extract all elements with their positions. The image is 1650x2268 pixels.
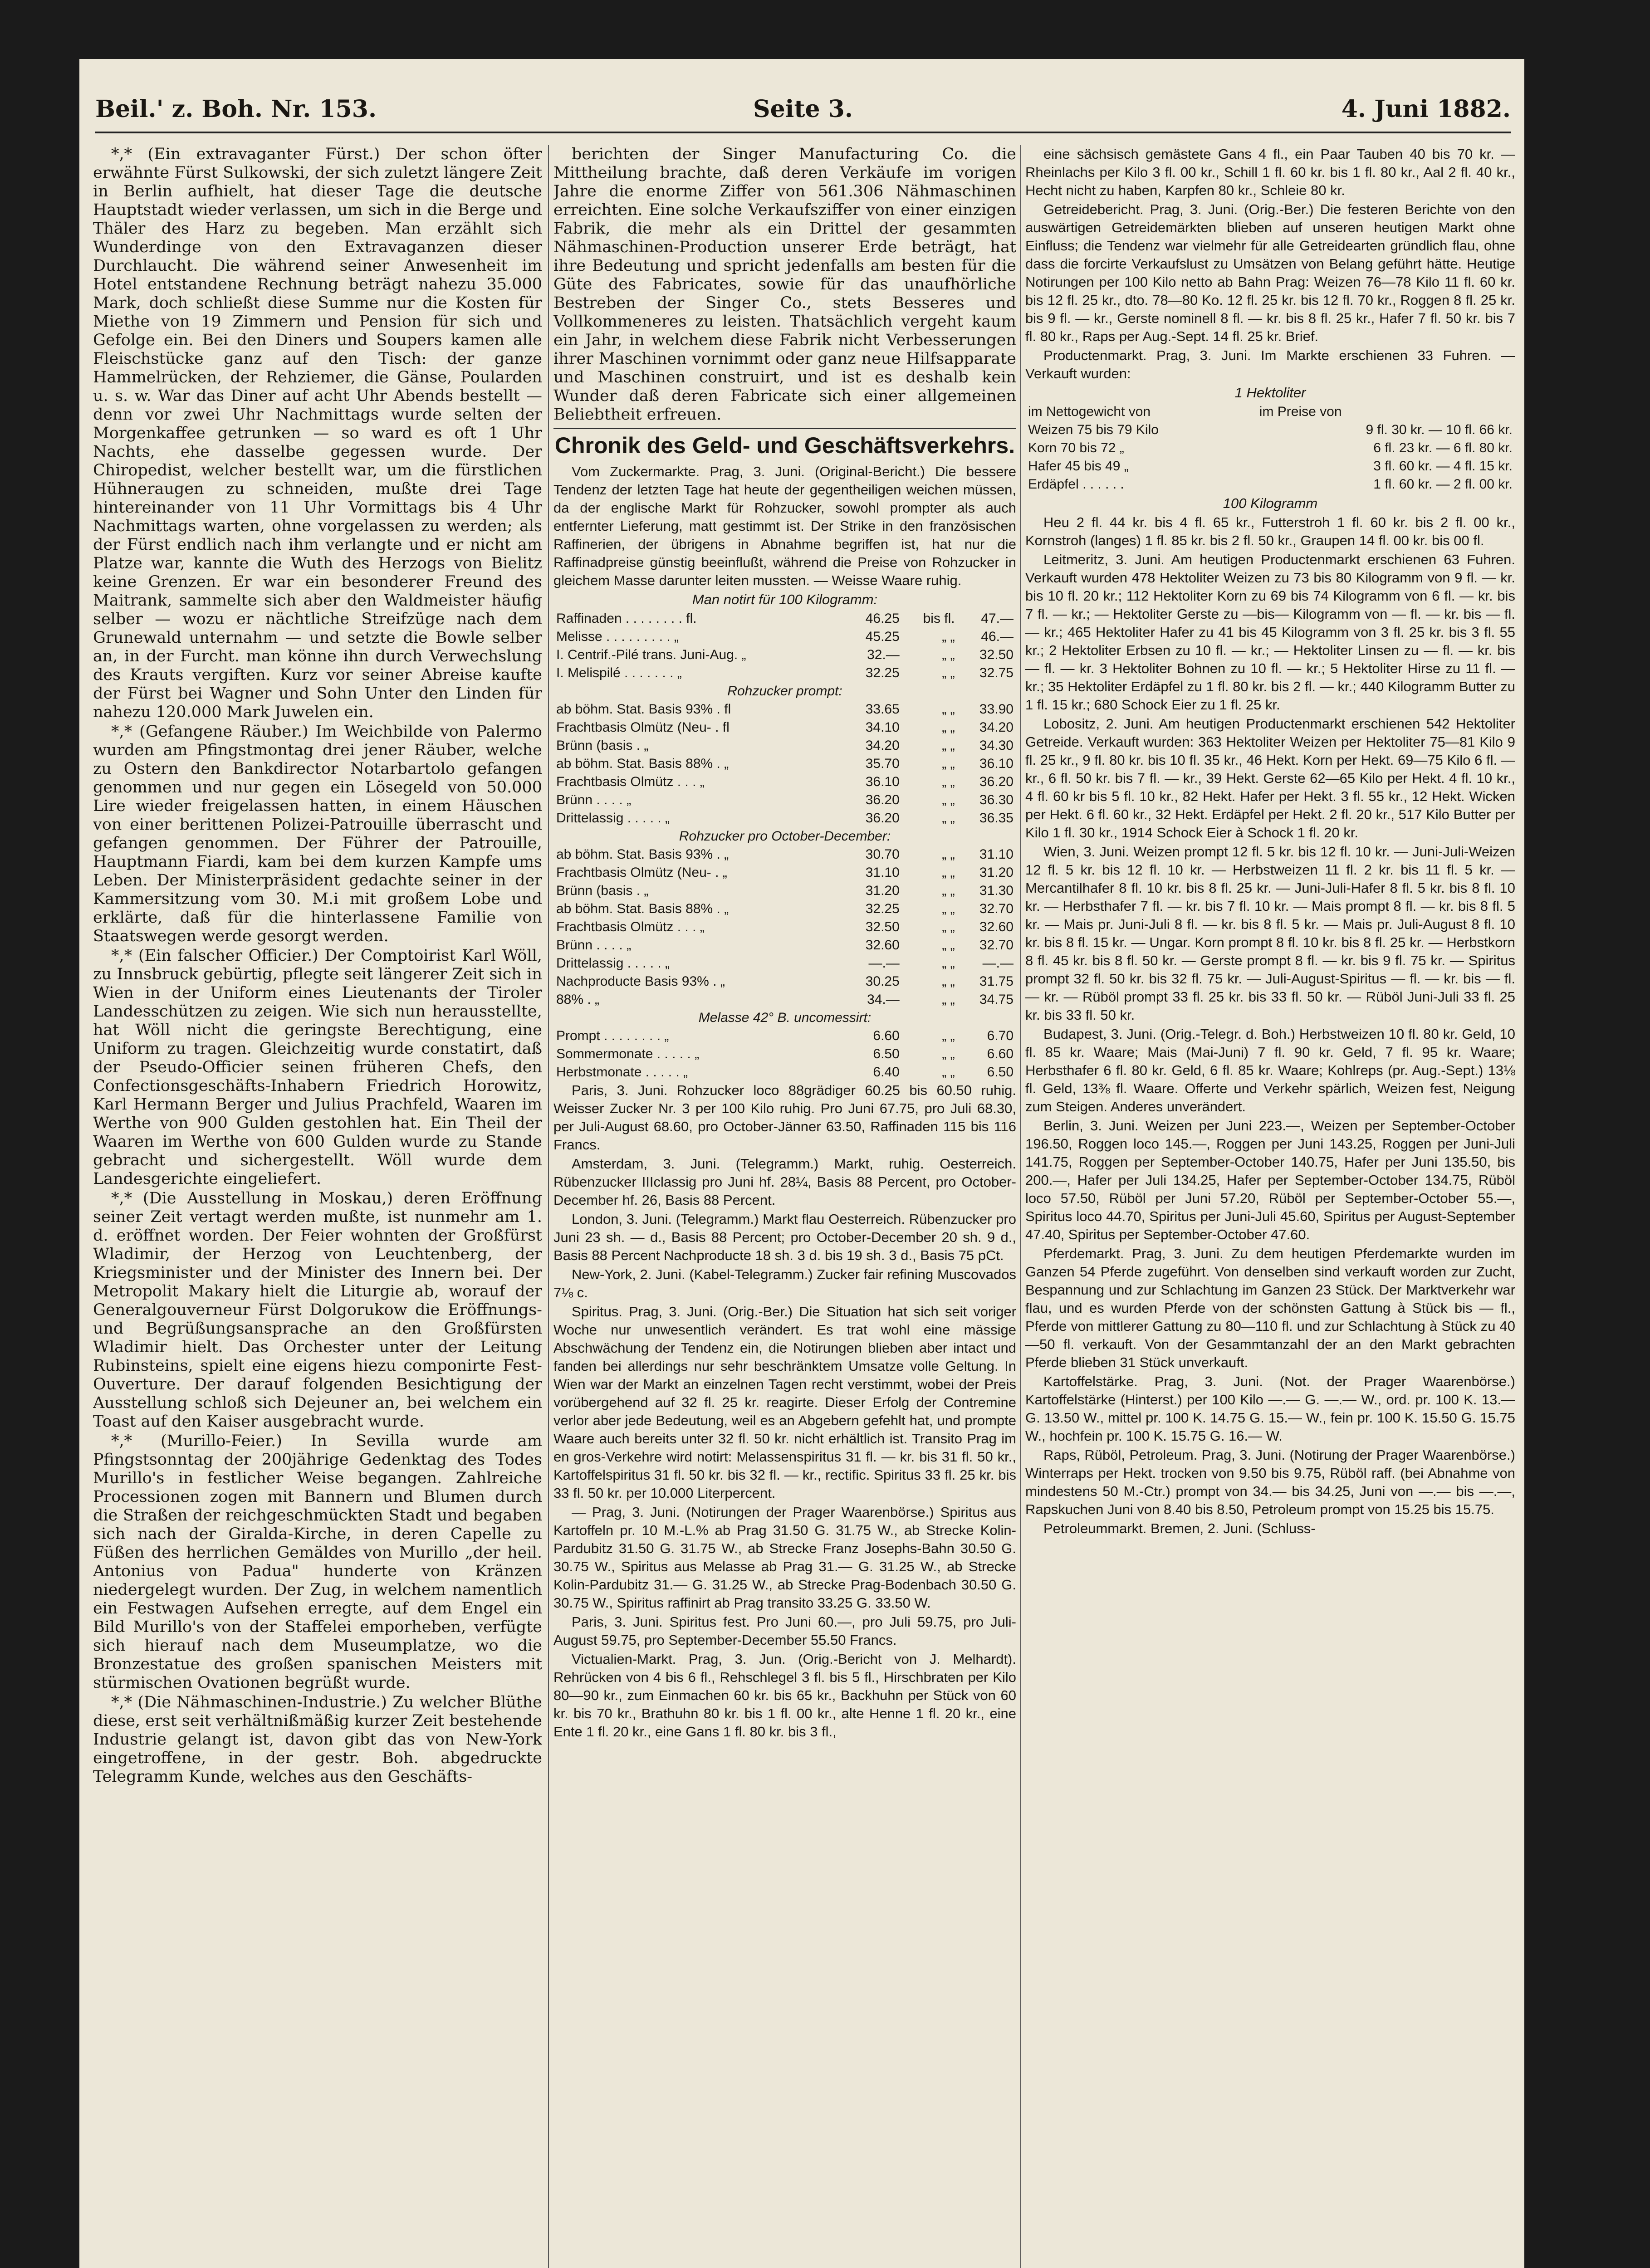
table-subheading: 100 Kilogramm	[1223, 495, 1318, 511]
table-row	[553, 1045, 1016, 1063]
table-cell: „ „	[942, 992, 955, 1007]
report-horse-market: Pferdemarkt. Prag, 3. Juni. Zu dem heutigen Pferdemarkte wurden im Ganzen 54 Pferde zugeführt. Von denselben sind verkauft worden zur Zucht, Bespannung und zur Schlachtung im Ganzen 23 Stück. Der Marktverkehr war flau, und es wurden Pferde von der schönsten Gattung à Stück bis — fl., Pferde von mittlerer Gattung zu 80—110 fl. und zur Schlachtung à Stück zu 40—50 fl. verkauft. Von der Gesammtanzahl der an den Markt gebrachten Pferde blieben 31 Stück unverkauft.	[1025, 1246, 1515, 1370]
report-rapeseed-petroleum: Raps, Rüböl, Petroleum. Prag, 3. Juni. (Notirung der Prager Waarenbörse.) Winterraps per Hekt. trocken von 9.50 bis 9.75, Rüböl raff. (bei Abnahme von mindestens 50 M.-Ctr.) prompt von 34.— bis 34.25, Juni von —.— bis —.—, Rapskuchen Juni von 8.40 bis 8.50, Petroleum prompt von 15.25 bis 15.75.	[1025, 1447, 1515, 1517]
table-cell: 6.60	[987, 1046, 1014, 1061]
table-cell: 30.70	[865, 847, 900, 862]
table-cell: Nachproducte Basis 93% . „	[556, 974, 725, 989]
table-cell: 34.20	[865, 738, 900, 753]
table-cell: —.—	[982, 956, 1014, 971]
report-produce-market: Productenmarkt. Prag, 3. Juni. Im Markte erschienen 33 Fuhren. — Verkauft wurden:	[1025, 347, 1515, 381]
table-row	[553, 773, 1016, 791]
table-cell: „ „	[942, 956, 955, 971]
article-captured-robbers: *,* (Gefangene Räuber.) Im Weichbilde von Palermo wurden am Pfingstmontag drei jener Räuber, welche zu Ostern den Bankdirector Notarbartolo gefangen genommen und nur gegen ein Lösegeld von 50.000 Lire wieder freigelassen hatten, in einem Häuschen von einer berittenen Polizei-Patrouille überrascht und gefangen genommen. Der Führer der Patrouille, Hauptmann Fiardi, kam bei dem kurzen Kampfe ums Leben. Der Ministerpräsident gedachte seiner in der Kammersitzung vom 30. M.i mit großem Lobe und erklärte, daß für die hinterlassene Familie von Staatswegen werde gesorgt werden.	[93, 723, 542, 945]
table-cell: „ „	[942, 974, 955, 989]
table-row	[553, 1063, 1016, 1081]
table-cell: 32.70	[979, 938, 1014, 953]
table-cell: Brünn . . . . „	[556, 792, 632, 807]
report-lobositz: Lobositz, 2. Juni. Am heutigen Productenmarkt erschienen 542 Hektoliter Getreide. Verkauft wurden: 363 Hektoliter Weizen per Hektoliter 75—81 Kilo 9 fl. 25 kr., 9 fl. 80 kr. bis 10 fl. 35 kr., 46 Hekt. Korn per Hekt. 69—75 Kilo 6 fl. — kr., 6 fl. 50 kr. bis 7 fl. — kr., 39 Hekt. Gerste 62—65 Kilo per Hekt. 4 fl. 10 kr., 4 fl. 60 kr bis 5 fl. 10 kr., 82 Hekt. Hafer per Hekt. 3 fl. 55 kr., 12 Hekt. Wicken per Hekt. 6 fl. 60 kr., 32 Hekt. Erdäpfel per Hekt. 2 fl. 20 kr., 517 Kilo Butter per Kilo 1 fl. 30 kr., 1914 Schock Eier à Schock 1 fl. 20 kr.	[1025, 716, 1515, 841]
table-row	[1025, 457, 1515, 475]
table-cell: 6.70	[987, 1028, 1014, 1043]
table-cell: 33.90	[979, 702, 1014, 717]
table-cell: 6.50	[987, 1065, 1014, 1080]
table-cell: 32.25	[865, 901, 900, 916]
page-number: Seite 3.	[753, 95, 853, 123]
table-cell: 31.75	[979, 974, 1014, 989]
table-cell: 1 fl. 60 kr. — 2 fl. 00 kr.	[1373, 477, 1513, 492]
table-row	[553, 610, 1016, 628]
table-cell: „ „	[942, 1065, 955, 1080]
report-budapest: Budapest, 3. Juni. (Orig.-Telegr. d. Boh.) Herbstweizen 10 fl. 80 kr. Geld, 10 fl. 85 kr. Waare; Mais (Mai-Juni) 7 fl. 90 kr. Geld, 7 fl. 95 kr. Waare; Herbsthafer 6 fl. 80 kr. Geld, 6 fl. 85 kr. Waare; Kohlreps (pr. Aug.-Sept.) 13⅛ fl. Geld, 13⅜ fl. Waare. Offerte und Verkehr spärlich, Weizen fest, Neigung zum Steigen. Anderes unverändert.	[1025, 1026, 1515, 1114]
table-cell: 88% . „	[556, 992, 600, 1007]
table-cell: 31.10	[979, 847, 1014, 862]
report-berlin: Berlin, 3. Juni. Weizen per Juni 223.—, Weizen per September-October 196.50, Roggen loco 145.—, Roggen per Juni 143.25, Roggen per Juni-Juli 141.75, Roggen per September-October 140.75, Hafer per Juni 135.50, bis 200.—, Hafer per Juli 134.25, Hafer per September-October 134.75, Rüböl loco 57.50, Rüböl per Juni 57.20, Rüböl per September-October 55.—, Spiritus loco 44.70, Spiritus per Juni-Juli 45.60, Spiritus per August-September 47.40, Spiritus per September-October 47.60.	[1025, 1118, 1515, 1242]
sugar-market-report: Vom Zuckermarkte. Prag, 3. Juni. (Original-Bericht.) Die bessere Tendenz der letzten Tage hat heute der gegentheiligen weichen müssen, da der englische Markt für Rohzucker, sowohl prompter als auch entfernter Lieferung, matt gestimmt ist. Der Strike in den französischen Raffinerien, der übrigens in Abnahme begriffen ist, hat nur die Raffinadpreise günstig beeinflußt, während die Preise von Rohzucker in gleichem Masse darunter leiten mussten. — Weisse Waare ruhig.	[553, 464, 1016, 588]
table-row	[553, 628, 1016, 646]
table-cell: ab böhm. Stat. Basis 93% . „	[556, 847, 729, 862]
table-cell: 46.—	[981, 629, 1014, 644]
table-cell: 47.—	[981, 611, 1014, 626]
table-cell: 31.30	[979, 883, 1014, 898]
table-cell: „ „	[942, 665, 955, 680]
table-cell: „ „	[942, 865, 955, 880]
table-cell: 3 fl. 60 kr. — 4 fl. 15 kr.	[1373, 459, 1513, 474]
table-row	[553, 646, 1016, 664]
table-cell: „ „	[942, 1028, 955, 1043]
sugar-price-table	[553, 610, 1016, 1081]
table-row	[553, 791, 1016, 809]
table-cell: Korn 70 bis 72 „	[1028, 440, 1124, 455]
report-paris-spiritus: Paris, 3. Juni. Spiritus fest. Pro Juni 60.—, pro Juli 59.75, pro Juli-August 59.75, pro September-December 55.50 Francs.	[553, 1614, 1016, 1648]
table-cell: 36.10	[979, 756, 1014, 771]
report-paris-sugar: Paris, 3. Juni. Rohzucker loco 88grädiger 60.25 bis 60.50 ruhig. Weisser Zucker Nr. 3 per 100 Kilo ruhig. Pro Juni 67.75, pro Juli 68.30, per Juli-August 68.60, pro October-Jänner 63.50, Raffinaden 115 bis 116 Francs.	[553, 1082, 1016, 1153]
table-cell: 46.25	[865, 611, 900, 626]
table-cell: 31.20	[979, 865, 1014, 880]
table-row	[553, 954, 1016, 973]
table-cell: Frachtbasis Olmütz (Neu- . „	[556, 865, 727, 880]
table-cell: 36.35	[979, 811, 1014, 826]
table-cell: 9 fl. 30 kr. — 10 fl. 66 kr.	[1366, 422, 1513, 437]
table-row	[553, 936, 1016, 954]
table-cell: „ „	[942, 720, 955, 735]
table-cell: „ „	[942, 901, 955, 916]
table-cell: 32.—	[867, 647, 900, 662]
table-cell: 34.75	[979, 992, 1014, 1007]
report-victuals-market: Victualien-Markt. Prag, 3. Jun. (Orig.-Bericht von J. Melhardt). Rehrücken von 4 bis 6 fl., Rehschlegel 3 fl. bis 5 fl., Hirschbraten per Kilo 80—90 kr., zum Einmachen 60 kr. bis 65 kr., Backhuhn per Stück von 60 kr. bis 70 kr., Brathuhn 80 kr. bis 1 fl. 00 kr., alte Henne 1 fl. 20 kr., eine Ente 1 fl. 20 kr., eine Gans 1 fl. 80 kr. bis 3 fl.,	[553, 1651, 1016, 1740]
table-cell: Frachtbasis Olmütz (Neu- . fl	[556, 720, 730, 735]
article-false-officer: *,* (Ein falscher Officier.) Der Comptoirist Karl Wöll, zu Innsbruck gebürtig, pflegte seit längerer Zeit sich in Wien in der Uniform eines Lieutenants der Tiroler Landesschützen zu zeigen. Wie sich nun herausstellte, hat Wöll nicht die geringste Berechtigung, eine Uniform zu tragen. Gleichzeitig wurde constatirt, daß der Pseudo-Officier seinen früheren Chefs, den Confectionsgeschäfts-Inhabern Friedrich Horowitz, Karl Hermann Berger und Julius Prachfeld, Waaren im Werthe von 900 Gulden gestohlen hat. Ein Theil der Waaren im Werthe von 600 Gulden wurde zu Stande gebracht und sichergestellt. Wöll wurde dem Landesgerichte eingeliefert.	[93, 947, 542, 1188]
table-cell: Weizen 75 bis 79 Kilo	[1028, 422, 1159, 437]
issue-label: Beil.' z. Boh. Nr. 153.	[95, 95, 377, 123]
table-cell: Raffinaden . . . . . . . . fl.	[556, 611, 697, 626]
article-murillo-celebration: *,* (Murillo-Feier.) In Sevilla wurde am Pfingstsonntag der 200jährige Gedenktag des Todes Murillo's in festlicher Weise begangen. Zahlreiche Processionen zogen mit Bannern und Blumen durch die Straßen der reichgeschmückten Stadt und begaben sich nach der Giralda-Kirche, in deren Capelle zu Füßen des herrlichen Gemäldes von Murillo „der heil. Antonius von Padua" hunderte von Kränzen niedergelegt wurden. Der Zug, in welchem namentlich ein Festwagen Aufsehen erregte, auf dem Engel ein Bild Murillo's von der Staffelei emporheben, verfügte sich hierauf nach dem Museumplatze, wo die Bronzestatue des großen spanischen Meisters mit stürmischen Ovationen begrüßt wurde.	[93, 1432, 542, 1692]
column-header: im Preise von	[1259, 404, 1342, 419]
table-cell: 34.30	[979, 738, 1014, 753]
column-1	[93, 145, 542, 2268]
table-cell: 45.25	[865, 629, 900, 644]
produce-price-table	[1025, 403, 1515, 494]
table-cell: 32.70	[979, 901, 1014, 916]
table-cell: bis fl.	[923, 611, 955, 626]
report-petroleum-bremen: Petroleummarkt. Bremen, 2. Juni. (Schluss-	[1043, 1520, 1316, 1536]
table-cell: 6 fl. 23 kr. — 6 fl. 80 kr.	[1373, 440, 1513, 455]
table-row	[553, 700, 1016, 719]
table-cell: —.—	[868, 956, 900, 971]
table-cell: 31.10	[865, 865, 900, 880]
table-cell: Drittelassig . . . . . „	[556, 956, 670, 971]
table-cell: „ „	[942, 629, 955, 644]
column-2	[553, 145, 1016, 2268]
table-cell: 35.70	[865, 756, 900, 771]
table-row	[553, 737, 1016, 755]
table-row	[553, 918, 1016, 936]
table-cell: 36.20	[865, 811, 900, 826]
issue-date: 4. Juni 1882.	[1341, 95, 1511, 123]
table-subheading: Rohzucker pro October-December:	[679, 829, 891, 844]
report-grain: Getreidebericht. Prag, 3. Juni. (Orig.-Ber.) Die festeren Berichte von den auswärtigen Getreidemärkten blieben auf unseren heutigen Markt ohne Einfluss; die Tendenz war vielmehr für alle Getreidearten gründlich flau, ohne dass die forcirte Verkaufslust zu Umsätzen von Belang geführt hätte. Heutige Notirungen per 100 Kilo netto ab Bahn Prag: Weizen 76—78 Kilo 11 fl. 60 kr. bis 12 fl. 25 kr., dto. 78—80 Ko. 12 fl. 25 kr. bis 12 fl. 70 kr., Roggen 8 fl. 25 kr. bis 9 fl. — kr., Gerste nominell 8 fl. — kr. bis 8 fl. 25 kr., Hafer 7 fl. 50 kr. bis 7 fl. 80 kr., Raps per Aug.-Sept. 14 fl. 25 kr. Brief.	[1025, 201, 1515, 344]
article-extravagant-prince: *,* (Ein extravaganter Fürst.) Der schon öfter erwähnte Fürst Sulkowski, der sich zuletzt längere Zeit in Berlin aufhielt, hat dieser Tage die deutsche Hauptstadt wieder verlassen, um sich in die Berge und Thäler des Harz zu begeben. Man erzählt sich Wunderdinge von den Extravaganzen dieser Durchlaucht. Die während seiner Anwesenheit im Hotel entstandene Rechnung beträgt nahezu 35.000 Mark, doch schließt diese Summe nur die Kosten für Miethe von 19 Zimmern und Pension für sich und Gefolge ein. Bei den Diners und Soupers kamen alle Fleischstücke ganz auf den Tisch: der ganze Hammelrücken, der Rehziemer, die Gänse, Poularden u. s. w. War das Diner auf acht Uhr Abends bestellt — denn vor zwei Uhr Nachmittags wurde selten der Morgenkaffee getrunken — so ward es oft 1 Uhr Nachts, ehe dasselbe gegessen wurde. Der Chiropedist, welcher bestellt war, um die fürstlichen Hühneraugen zu schneiden, mußte drei Tage hintereinander von 11 Uhr Vormittags bis 4 Uhr Nachmittags warten, ohne vorgelassen zu werden; als der Fürst endlich nach ihm verlangte und er nicht am Platze war, kannte die Wuth des Herzogs von Bielitz keine Grenzen. Er war ein besonderer Freund des Maitrank, sammelte sich aber den Waldmeister häufig selber — wozu er nächtliche Streifzüge nach dem Grunewald unternahm — und setzte die Bowle selber an, in der Furcht. man könne ihn durch Verwechslung des Krauts vergiften. Kurz vor seiner Abreise kaufte der Fürst bei Wagner und Sohn Unter den Linden für nahezu 120.000 Mark Juwelen ein.	[93, 145, 542, 721]
table-cell: „ „	[942, 847, 955, 862]
report-amsterdam: Amsterdam, 3. Juni. (Telegramm.) Markt, ruhig. Oesterreich. Rübenzucker IIIclassig pro Juni hf. 28¼, Basis 88 Percent, pro October-December hf. 26, Basis 88 Percent.	[553, 1156, 1016, 1208]
newspaper-page	[79, 59, 1524, 2268]
table-cell: „ „	[942, 702, 955, 717]
table-row	[553, 864, 1016, 882]
table-cell: Brünn . . . . „	[556, 938, 632, 953]
table-cell: Hafer 45 bis 49 „	[1028, 459, 1129, 474]
article-sewing-machine-cont: berichten der Singer Manufacturing Co. die Mittheilung brachte, daß deren Verkäufe im vorigen Jahre die enorme Ziffer von 561.306 Nähmaschinen erreichten. Eine solche Verkaufsziffer von einer einzigen Fabrik, die mehr als ein Drittel der gesammten Nähmaschinen-Production unserer Erde beträgt, hat ihre Bedeutung und spricht jedenfalls am besten für die Güte des Fabricates, sowie für das unaufhörliche Bestreben der Singer Co., stets Besseres und Vollkommeneres zu leisten. Thatsächlich vergeht kaum ein Jahr, in welchem diese Fabrik nicht Verbesserungen ihrer Maschinen vornimmt oder ganz neue Hilfsapparate und Maschinen construirt, und ist es deshalb kein Wunder daß deren Fabricate sich einer allgemeinen Beliebtheit erfreuen.	[553, 145, 1016, 424]
table-heading: 1 Hektoliter	[1234, 385, 1306, 401]
table-row	[1025, 421, 1515, 439]
column-3	[1025, 145, 1515, 2268]
table-cell: 32.50	[979, 647, 1014, 662]
table-row	[553, 664, 1016, 682]
table-heading: Man notirt für 100 Kilogramm:	[692, 591, 878, 607]
report-potato-starch: Kartoffelstärke. Prag, 3. Juni. (Not. der Prager Waarenbörse.) Kartoffelstärke (Hinterst.) per 100 Kilo —.— G. —.— W., ord. pr. 100 K. 13.— G. 13.50 W., mittel pr. 100 K. 14.75 G. 15.— W., fein pr. 100 K. 15.50 G. 15.75 W., hochfein pr. 100 K. 15.75 G. 16.— W.	[1025, 1374, 1515, 1444]
table-subheading: Melasse 42° B. uncomessirt:	[698, 1010, 872, 1025]
table-cell: 36.20	[979, 774, 1014, 789]
table-cell: „ „	[942, 919, 955, 934]
table-cell: I. Melispilé . . . . . . . „	[556, 665, 682, 680]
table-row	[553, 991, 1016, 1009]
table-cell: Sommermonate . . . . . „	[556, 1046, 700, 1061]
table-cell: 6.40	[873, 1065, 900, 1080]
table-cell: „ „	[942, 756, 955, 771]
table-cell: Melisse . . . . . . . . . „	[556, 629, 679, 644]
column-divider	[548, 145, 549, 2268]
table-cell: 34.—	[867, 992, 900, 1007]
table-cell: I. Centrif.-Pilé trans. Juni-Aug. „	[556, 647, 746, 662]
table-row	[553, 1027, 1016, 1045]
table-cell: „ „	[942, 774, 955, 789]
table-cell: Herbstmonate . . . . . „	[556, 1065, 688, 1080]
table-cell: „ „	[942, 647, 955, 662]
table-row	[553, 900, 1016, 918]
report-prague-exchange: — Prag, 3. Juni. (Notirungen der Prager Waarenbörse.) Spiritus aus Kartoffeln pr. 10 M.-L.% ab Prag 31.50 G. 31.75 W., ab Strecke Kolin-Pardubitz 31.50 G. 31.75 W., ab Strecke Franz Josephs-Bahn 30.50 G. 30.75 W., Spiritus aus Melasse ab Prag 31.— G. 31.25 W., ab Strecke Kolin-Pardubitz 31.— G. 31.25 W., ab Strecke Prag-Bodenbach 30.50 G. 30.75 W., Spiritus raffinirt ab Prag transito 33.25 G. 33.50 W.	[553, 1504, 1016, 1611]
table-cell: 30.25	[865, 974, 900, 989]
column-header: im Nettogewicht von	[1028, 404, 1151, 419]
report-vienna: Wien, 3. Juni. Weizen prompt 12 fl. 5 kr. bis 12 fl. 10 kr. — Juni-Juli-Weizen 12 fl. 5 kr. bis 12 fl. 10 kr. — Herbstweizen 11 fl. 2 kr. bis 11 fl. 5 kr. — Mercantilhafer 8 fl. 10 kr. bis 8 fl. 25 kr. — Juni-Juli-Hafer 8 fl. 5 kr. bis 8 fl. 10 kr. — Herbsthafer 7 fl. — kr. bis 7 fl. 10 kr. — Mais prompt 8 fl. — kr. bis 8 fl. 5 kr. — Mais pr. Juni-Juli 8 fl. — kr. bis 8 fl. 5 kr. — Mais pr. Juli-August 8 fl. 10 kr. bis 8 fl. 15 kr. — Ungar. Korn prompt 8 fl. 10 kr. bis 8 fl. 25 kr. — Herbstkorn 8 fl. 45 kr. bis 8 fl. 50 kr. — Gerste prompt 8 fl. — kr. bis 9 fl. 75 kr. — Spiritus prompt 32 fl. 50 kr. bis 32 fl. 75 kr. — Juli-August-Spiritus — fl. — kr. bis — fl. — kr. — Rüböl prompt 33 fl. 25 kr. bis 33 fl. 50 kr. — Rüböl Juni-Juli 33 fl. 25 kr. bis 33 fl. 50 kr.	[1025, 844, 1515, 1023]
table-cell: „ „	[942, 938, 955, 953]
table-cell: 36.30	[979, 792, 1014, 807]
table-cell: ab böhm. Stat. Basis 88% . „	[556, 756, 729, 771]
table-cell: Frachtbasis Olmütz . . . „	[556, 919, 705, 934]
article-sewing-machine-industry: *,* (Die Nähmaschinen-Industrie.) Zu welcher Blüthe diese, erst seit verhältnißmäßig kurzer Zeit bestehende Industrie gelangt ist, davon gibt das von New-York eingetroffene, in der gestr. Boh. abgedruckte Telegramm Kunde, welches aus den Geschäfts-	[93, 1693, 542, 1786]
table-cell: Prompt . . . . . . . . „	[556, 1028, 669, 1043]
table-cell: 31.20	[865, 883, 900, 898]
table-cell: 34.20	[979, 720, 1014, 735]
report-spiritus: Spiritus. Prag, 3. Juni. (Orig.-Ber.) Die Situation hat sich seit voriger Woche nur unwesentlich verändert. Es trat wohl eine mässige Abschwächung der Tendenz ein, die Notirungen blieben aber intact und fanden bei allerdings nur sehr beschränktem Umsatze volle Geltung. In Wien war der Markt an einzelnen Tagen recht verstimmt, wobei der Preis vorübergehend auf 32 fl. 25 kr. reagirte. Dieser Erfolg der Contremine verlor aber jede Bedeutung, weil es an Abgebern gefehlt hat, und prompte Waare auch bereits unter 32 fl. 50 kr. nicht erhältlich ist. Transito Prag im en gros-Verkehre wird notirt: Melassenspiritus 31 fl. — kr. bis 31 fl. 50 kr., Kartoffelspiritus 31 fl. 50 kr. bis 32 fl. — kr., rectific. Spiritus 33 fl. 25 kr. bis 33 fl. 50 kr. per 10.000 Literpercent.	[553, 1304, 1016, 1501]
table-row	[553, 973, 1016, 991]
report-hay-straw: Heu 2 fl. 44 kr. bis 4 fl. 65 kr., Futterstroh 1 fl. 60 kr. bis 2 fl. 00 kr., Kornstroh (langes) 1 fl. 85 kr. bis 2 fl. 50 kr., Graupen 14 fl. 00 kr. bis 00 fl.	[1025, 514, 1515, 548]
table-cell: 33.65	[865, 702, 900, 717]
table-cell: Drittelassig . . . . . „	[556, 811, 670, 826]
table-row	[1025, 475, 1515, 494]
table-row	[1025, 439, 1515, 457]
article-moscow-exhibition: *,* (Die Ausstellung in Moskau,) deren Eröffnung seiner Zeit vertagt werden mußte, ist nunmehr am 1. d. eröffnet worden. Der Feier wohnten der Großfürst Wladimir, der Herzog von Leuchtenberg, der Kriegsminister und der Minister des Innern bei. Der Metropolit Makary hielt die Liturgie ab, worauf der Generalgouverneur Fürst Dolgorukow die Eröffnungs- und Begrüßungsansprache an den Großfürsten Wladimir hielt. Das Orchester unter der Leitung Rubinsteins, spielt eine eigens hiezu componirte Fest-Ouverture. Der darauf folgenden Besichtigung der Ausstellung schloß sich Dejeuner an, bei welchem ein Toast auf den Kaiser ausgebracht wurde.	[93, 1189, 542, 1431]
table-cell: „ „	[942, 792, 955, 807]
table-subheading: Rohzucker prompt:	[727, 684, 842, 699]
table-row	[553, 846, 1016, 864]
table-row	[553, 882, 1016, 900]
table-cell: „ „	[942, 1046, 955, 1061]
section-title: Chronik des Geld- und Geschäftsverkehrs.	[553, 428, 1016, 459]
table-cell: Frachtbasis Olmütz . . . „	[556, 774, 705, 789]
table-cell: 36.20	[865, 792, 900, 807]
table-cell: „ „	[942, 811, 955, 826]
table-cell: 32.60	[865, 938, 900, 953]
table-cell: ab böhm. Stat. Basis 93% . fl	[556, 702, 731, 717]
table-cell: 32.60	[979, 919, 1014, 934]
report-new-york: New-York, 2. Juni. (Kabel-Telegramm.) Zucker fair refining Muscovados 7⅛ c.	[553, 1266, 1016, 1300]
table-cell: „ „	[942, 738, 955, 753]
table-cell: 6.60	[873, 1028, 900, 1043]
table-cell: Brünn (basis . „	[556, 738, 649, 753]
table-cell: Erdäpfel . . . . . .	[1028, 477, 1124, 492]
table-cell: 32.75	[979, 665, 1014, 680]
report-leitmeritz: Leitmeritz, 3. Juni. Am heutigen Productenmarkt erschienen 63 Fuhren. Verkauft wurden 478 Hektoliter Weizen zu 73 bis 80 Kilogramm von 9 fl. — kr. bis 10 fl. 20 kr.; 112 Hektoliter Korn zu 69 bis 74 Kilogramm von 6 fl. — kr. bis 7 fl. — kr.; — Hektoliter Gerste zu —bis— Kilogramm von — fl. — kr. bis — fl. — kr.; 465 Hektoliter Hafer zu 41 bis 45 Kilogramm von 3 fl. 25 kr. bis 3 fl. 55 kr.; 2 Hektoliter Erbsen zu 10 fl. — kr.; — Hektoliter Linsen zu — fl. — kr. bis — fl. — kr. 3 Hektoliter Bohnen zu 10 fl. — kr.; 5 Hektoliter Hirse zu 11 fl. — kr.; 35 Hektoliter Erdäpfel zu 1 fl. 80 kr. bis 2 fl. — kr.; 440 Kilogramm Butter zu 1 fl. 15 kr.; 680 Schock Eier zu 1 fl. 25 kr.	[1025, 552, 1515, 713]
column-divider	[1020, 145, 1021, 2268]
table-cell: 34.10	[865, 720, 900, 735]
table-cell: 36.10	[865, 774, 900, 789]
table-cell: „ „	[942, 883, 955, 898]
header-rule	[95, 132, 1511, 133]
table-cell: 32.50	[865, 919, 900, 934]
table-cell: 6.50	[873, 1046, 900, 1061]
table-row	[553, 719, 1016, 737]
report-london: London, 3. Juni. (Telegramm.) Markt flau Oesterreich. Rübenzucker pro Juni 23 sh. — d., Basis 88 Percent; pro October-December 20 sh. 9 d., Basis 88 Percent Nachproducte 18 sh. 3 d. bis 19 sh. 3 d., Basis 75 pCt.	[553, 1211, 1016, 1263]
table-row	[553, 809, 1016, 827]
table-cell: ab böhm. Stat. Basis 88% . „	[556, 901, 729, 916]
page-header	[95, 95, 1511, 145]
table-cell: 32.25	[865, 665, 900, 680]
report-victuals-cont: eine sächsisch gemästete Gans 4 fl., ein Paar Tauben 40 bis 70 kr. — Rheinlachs per Kilo 3 fl. 00 kr., Schill 1 fl. 60 kr. bis 1 fl. 80 kr., Aal 2 fl. 40 kr., Hecht nicht zu haben, Karpfen 80 kr., Schleie 80 kr.	[1025, 146, 1515, 198]
table-cell: Brünn (basis . „	[556, 883, 649, 898]
table-row	[553, 755, 1016, 773]
